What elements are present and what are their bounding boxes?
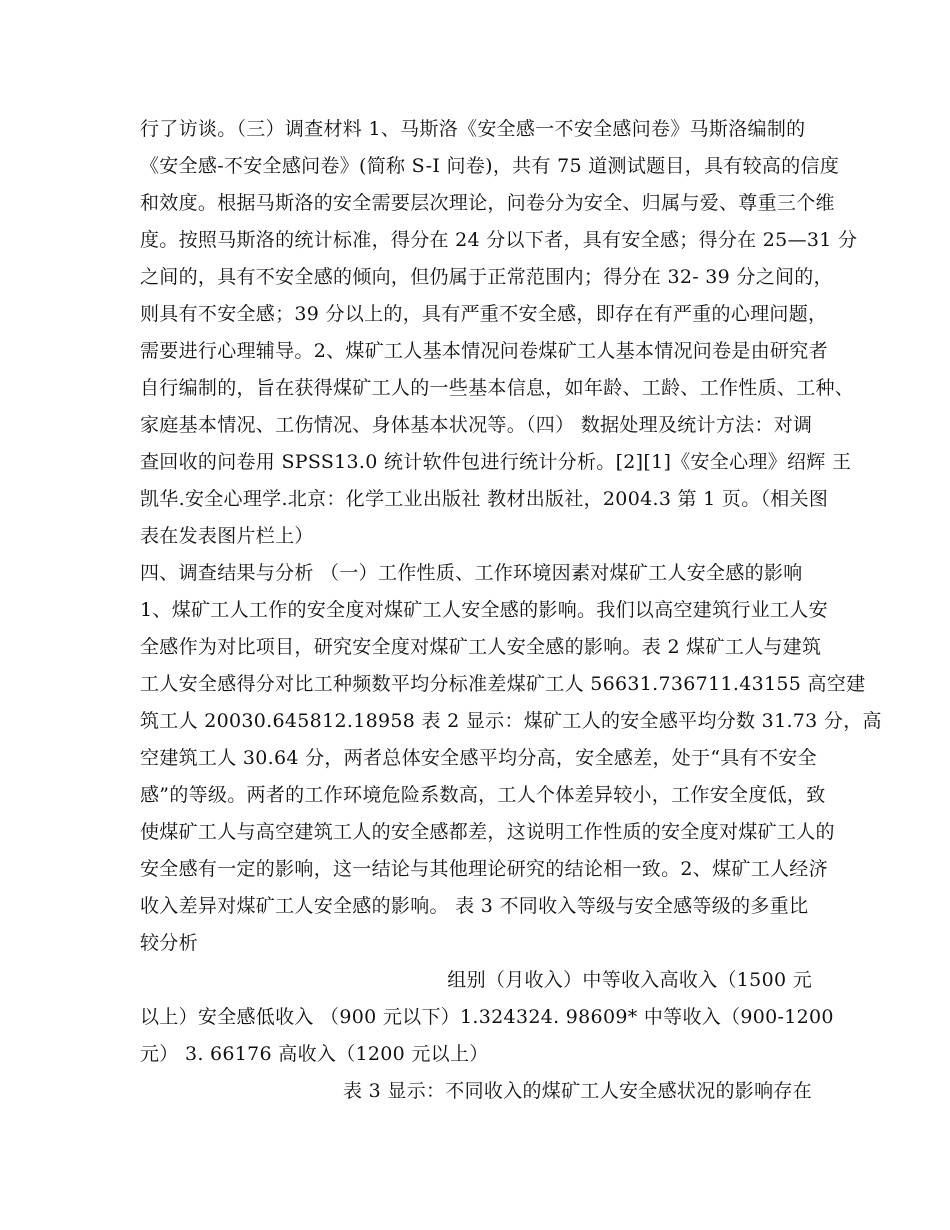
text-line: 查回收的问卷用 SPSS13.0 统计软件包进行统计分析。[2][1]《安全心理》绍辉 王 xyxy=(140,451,852,473)
text-line: 需要进行心理辅导。2、煤矿工人基本情况问卷煤矿工人基本情况问卷是由研究者 xyxy=(140,340,828,362)
text-line: 表 3 显示：不同收入的煤矿工人安全感状况的影响存在 xyxy=(343,1080,812,1102)
text-line: 全感作为对比项目，研究安全度对煤矿工人安全感的影响。表 2 煤矿工人与建筑 xyxy=(140,636,822,658)
text-line: 《安全感-不安全感问卷》(简称 S-I 问卷)，共有 75 道测试题目，具有较高的信度 xyxy=(140,155,840,177)
text-line: 使煤矿工人与高空建筑工人的安全感都差，这说明工作性质的安全度对煤矿工人的 xyxy=(140,821,835,843)
text-line: 元） 3. 66176 高收入（1200 元以上） xyxy=(140,1043,489,1065)
text-line: 工人安全感得分对比工种频数平均分标准差煤矿工人 56631.736711.43155 高空建 xyxy=(140,673,866,695)
section-heading-line: 四、调查结果与分析 （一）工作性质、工作环境因素对煤矿工人安全感的影响 xyxy=(140,562,803,584)
text-line: 感”的等级。两者的工作环境危险系数高，工人个体差异较小，工作安全度低，致 xyxy=(140,784,826,806)
text-line: 安全感有一定的影响，这一结论与其他理论研究的结论相一致。2、煤矿工人经济 xyxy=(140,858,828,880)
text-line: 空建筑工人 30.64 分，两者总体安全感平均分高，安全感差，处于“具有不安全 xyxy=(140,747,817,769)
text-line: 之间的，具有不安全感的倾向，但仍属于正常范围内；得分在 32- 39 分之间的， xyxy=(140,266,833,288)
table-caption-line: 组别（月收入）中等收入高收入（1500 元 xyxy=(447,969,812,991)
text-line: 筑工人 20030.645812.18958 表 2 显示：煤矿工人的安全感平均分数 31.73 分，高 xyxy=(140,710,882,732)
text-line: 行了访谈。（三）调查材料 1、马斯洛《安全感一不安全感问卷》马斯洛编制的 xyxy=(140,118,806,140)
text-line: 自行编制的，旨在获得煤矿工人的一些基本信息，如年龄、工龄、工作性质、工种、 xyxy=(140,377,855,399)
text-line: 和效度。根据马斯洛的安全需要层次理论，问卷分为安全、归属与爱、尊重三个维 xyxy=(140,192,835,214)
text-line: 1、煤矿工人工作的安全度对煤矿工人安全感的影响。我们以高空建筑行业工人安 xyxy=(140,599,828,621)
text-line: 表在发表图片栏上） xyxy=(140,525,314,547)
text-line: 收入差异对煤矿工人安全感的影响。 表 3 不同收入等级与安全感等级的多重比 xyxy=(140,895,809,917)
text-line: 凯华.安全心理学.北京：化学工业出版社 教材出版社，2004.3 第 1 页。（相关图 xyxy=(140,488,829,510)
text-line: 度。按照马斯洛的统计标准，得分在 24 分以下者，具有安全感；得分在 25—31 分 xyxy=(140,229,858,251)
text-line: 较分析 xyxy=(140,932,198,954)
text-line: 家庭基本情况、工伤情况、身体基本状况等。（四） 数据处理及统计方法：对调 xyxy=(140,414,813,436)
text-line: 则具有不安全感；39 分以上的，具有严重不安全感，即存在有严重的心理问题， xyxy=(140,303,828,325)
text-line: 以上）安全感低收入 （900 元以下）1.324324. 98609* 中等收入（900-1200 xyxy=(140,1006,834,1028)
